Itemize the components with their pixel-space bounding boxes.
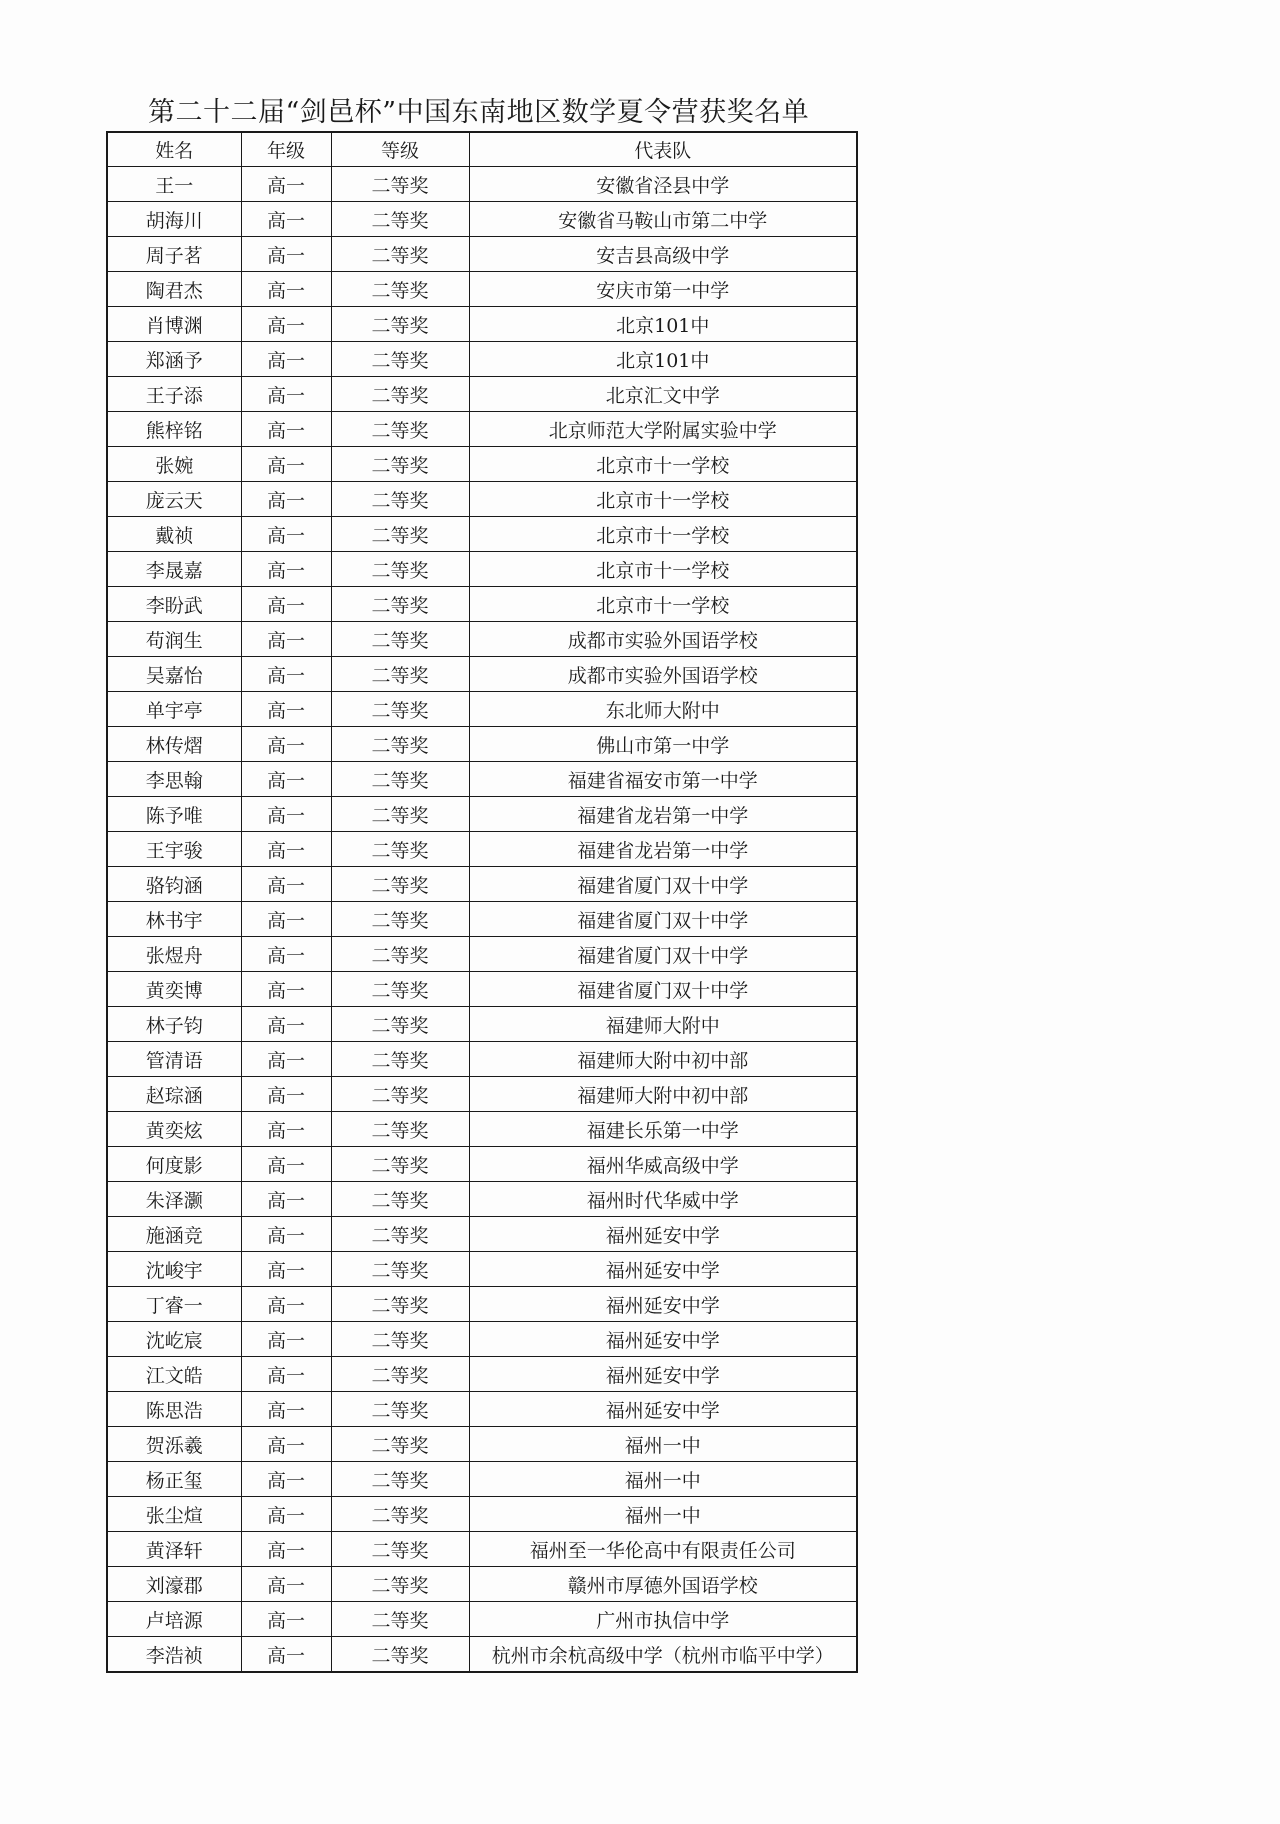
cell-level: 二等奖 [331,342,469,377]
header-team: 代表队 [469,132,857,167]
cell-grade: 高一 [241,1567,331,1602]
cell-name: 王一 [107,167,241,202]
table-row [107,1112,857,1147]
cell-grade: 高一 [241,657,331,692]
cell-name: 王子添 [107,377,241,412]
header-grade: 年级 [241,132,331,167]
cell-team: 北京市十一学校 [469,517,857,552]
cell-grade: 高一 [241,552,331,587]
cell-grade: 高一 [241,1462,331,1497]
table-row [107,937,857,972]
cell-name: 黄泽轩 [107,1532,241,1567]
cell-team: 北京市十一学校 [469,447,857,482]
cell-level: 二等奖 [331,1077,469,1112]
cell-team: 佛山市第一中学 [469,727,857,762]
cell-team: 福州华威高级中学 [469,1147,857,1182]
table-row [107,1357,857,1392]
cell-grade: 高一 [241,972,331,1007]
cell-level: 二等奖 [331,692,469,727]
cell-name: 陈予唯 [107,797,241,832]
cell-team: 福建省厦门双十中学 [469,867,857,902]
cell-team: 福建省厦门双十中学 [469,902,857,937]
cell-name: 李浩祯 [107,1637,241,1673]
cell-name: 沈屹宸 [107,1322,241,1357]
table-row [107,622,857,657]
cell-level: 二等奖 [331,1357,469,1392]
cell-grade: 高一 [241,762,331,797]
cell-level: 二等奖 [331,167,469,202]
cell-team: 福州至一华伦高中有限责任公司 [469,1532,857,1567]
cell-name: 黄奕炫 [107,1112,241,1147]
table-row [107,657,857,692]
cell-level: 二等奖 [331,622,469,657]
cell-name: 张婉 [107,447,241,482]
cell-level: 二等奖 [331,1147,469,1182]
cell-level: 二等奖 [331,727,469,762]
cell-grade: 高一 [241,167,331,202]
cell-name: 单宇亭 [107,692,241,727]
cell-name: 杨正玺 [107,1462,241,1497]
cell-team: 北京101中 [469,342,857,377]
cell-level: 二等奖 [331,237,469,272]
cell-name: 胡海川 [107,202,241,237]
cell-level: 二等奖 [331,1007,469,1042]
table-row [107,202,857,237]
cell-name: 张煜舟 [107,937,241,972]
cell-grade: 高一 [241,1182,331,1217]
table-row [107,552,857,587]
cell-level: 二等奖 [331,1637,469,1673]
table-row [107,1462,857,1497]
cell-team: 福建省福安市第一中学 [469,762,857,797]
cell-team: 福州一中 [469,1497,857,1532]
cell-level: 二等奖 [331,1042,469,1077]
cell-team: 福州延安中学 [469,1287,857,1322]
cell-level: 二等奖 [331,587,469,622]
cell-grade: 高一 [241,1042,331,1077]
cell-level: 二等奖 [331,1602,469,1637]
cell-name: 江文皓 [107,1357,241,1392]
table-row [107,587,857,622]
cell-name: 王宇骏 [107,832,241,867]
cell-name: 苟润生 [107,622,241,657]
cell-grade: 高一 [241,1322,331,1357]
cell-level: 二等奖 [331,1182,469,1217]
cell-team: 福州延安中学 [469,1357,857,1392]
table-row [107,1497,857,1532]
table-row [107,1322,857,1357]
table-row [107,1637,857,1673]
cell-level: 二等奖 [331,1112,469,1147]
table-row [107,1007,857,1042]
cell-name: 陈思浩 [107,1392,241,1427]
cell-grade: 高一 [241,202,331,237]
cell-level: 二等奖 [331,1217,469,1252]
cell-level: 二等奖 [331,972,469,1007]
cell-name: 林书宇 [107,902,241,937]
cell-team: 福州延安中学 [469,1322,857,1357]
cell-team: 北京师范大学附属实验中学 [469,412,857,447]
cell-name: 周子茗 [107,237,241,272]
table-row [107,377,857,412]
cell-level: 二等奖 [331,1462,469,1497]
cell-team: 福建省厦门双十中学 [469,972,857,1007]
table-row [107,482,857,517]
table-row [107,167,857,202]
cell-grade: 高一 [241,307,331,342]
cell-name: 贺泺羲 [107,1427,241,1462]
cell-team: 北京市十一学校 [469,552,857,587]
cell-grade: 高一 [241,1357,331,1392]
table-row [107,1532,857,1567]
cell-grade: 高一 [241,447,331,482]
cell-level: 二等奖 [331,202,469,237]
cell-team: 福州一中 [469,1462,857,1497]
cell-name: 熊梓铭 [107,412,241,447]
cell-team: 北京市十一学校 [469,482,857,517]
cell-level: 二等奖 [331,1392,469,1427]
cell-name: 肖博渊 [107,307,241,342]
cell-name: 卢培源 [107,1602,241,1637]
cell-grade: 高一 [241,1497,331,1532]
table-body [107,167,857,1673]
table-row [107,972,857,1007]
cell-team: 福建长乐第一中学 [469,1112,857,1147]
cell-level: 二等奖 [331,552,469,587]
cell-level: 二等奖 [331,902,469,937]
cell-name: 庞云天 [107,482,241,517]
cell-team: 安庆市第一中学 [469,272,857,307]
cell-level: 二等奖 [331,1287,469,1322]
cell-grade: 高一 [241,1077,331,1112]
cell-level: 二等奖 [331,482,469,517]
table-row [107,237,857,272]
cell-team: 北京市十一学校 [469,587,857,622]
cell-level: 二等奖 [331,797,469,832]
cell-name: 林传熠 [107,727,241,762]
cell-name: 何度影 [107,1147,241,1182]
cell-name: 施涵竞 [107,1217,241,1252]
table-row [107,727,857,762]
cell-level: 二等奖 [331,307,469,342]
cell-team: 福州一中 [469,1427,857,1462]
cell-grade: 高一 [241,867,331,902]
cell-grade: 高一 [241,272,331,307]
cell-name: 吴嘉怡 [107,657,241,692]
cell-grade: 高一 [241,1147,331,1182]
cell-level: 二等奖 [331,762,469,797]
cell-grade: 高一 [241,237,331,272]
cell-name: 赵琮涵 [107,1077,241,1112]
table-row [107,272,857,307]
cell-grade: 高一 [241,1637,331,1673]
cell-team: 成都市实验外国语学校 [469,622,857,657]
cell-name: 刘濠郡 [107,1567,241,1602]
cell-team: 福建省龙岩第一中学 [469,832,857,867]
table-row [107,1217,857,1252]
cell-grade: 高一 [241,587,331,622]
cell-grade: 高一 [241,1427,331,1462]
cell-team: 安徽省泾县中学 [469,167,857,202]
cell-grade: 高一 [241,1532,331,1567]
cell-level: 二等奖 [331,832,469,867]
cell-name: 郑涵予 [107,342,241,377]
cell-team: 福州延安中学 [469,1252,857,1287]
cell-team: 福州延安中学 [469,1392,857,1427]
cell-level: 二等奖 [331,272,469,307]
cell-level: 二等奖 [331,1322,469,1357]
cell-grade: 高一 [241,1112,331,1147]
cell-grade: 高一 [241,1252,331,1287]
cell-grade: 高一 [241,727,331,762]
cell-name: 陶君杰 [107,272,241,307]
document-title: 第二十二届“剑邑杯”中国东南地区数学夏令营获奖名单 [148,97,810,128]
cell-team: 福建师大附中初中部 [469,1077,857,1112]
cell-grade: 高一 [241,902,331,937]
cell-team: 北京汇文中学 [469,377,857,412]
cell-name: 李晟嘉 [107,552,241,587]
table-row [107,692,857,727]
cell-level: 二等奖 [331,1427,469,1462]
cell-grade: 高一 [241,1602,331,1637]
cell-team: 广州市执信中学 [469,1602,857,1637]
cell-name: 管清语 [107,1042,241,1077]
cell-level: 二等奖 [331,1567,469,1602]
table-row [107,412,857,447]
cell-name: 黄奕博 [107,972,241,1007]
cell-name: 丁睿一 [107,1287,241,1322]
cell-level: 二等奖 [331,937,469,972]
table-row [107,342,857,377]
cell-level: 二等奖 [331,657,469,692]
header-level: 等级 [331,132,469,167]
table-row [107,1147,857,1182]
table-row [107,1252,857,1287]
cell-level: 二等奖 [331,412,469,447]
table-header-row [107,132,857,167]
cell-team: 安吉县高级中学 [469,237,857,272]
table-row [107,517,857,552]
cell-team: 北京101中 [469,307,857,342]
cell-grade: 高一 [241,622,331,657]
table-row [107,1392,857,1427]
cell-team: 赣州市厚德外国语学校 [469,1567,857,1602]
cell-team: 福建师大附中初中部 [469,1042,857,1077]
cell-team: 福建省龙岩第一中学 [469,797,857,832]
cell-grade: 高一 [241,342,331,377]
cell-name: 朱泽灏 [107,1182,241,1217]
cell-name: 沈峻宇 [107,1252,241,1287]
table-row [107,762,857,797]
table-row [107,902,857,937]
cell-team: 福建省厦门双十中学 [469,937,857,972]
cell-level: 二等奖 [331,447,469,482]
table-row [107,1042,857,1077]
cell-grade: 高一 [241,412,331,447]
cell-grade: 高一 [241,937,331,972]
table-row [107,1287,857,1322]
cell-name: 林子钧 [107,1007,241,1042]
cell-grade: 高一 [241,1287,331,1322]
table-row [107,307,857,342]
cell-team: 东北师大附中 [469,692,857,727]
cell-grade: 高一 [241,832,331,867]
table-row [107,1427,857,1462]
table-row [107,797,857,832]
cell-level: 二等奖 [331,1532,469,1567]
cell-team: 安徽省马鞍山市第二中学 [469,202,857,237]
cell-grade: 高一 [241,377,331,412]
cell-name: 骆钧涵 [107,867,241,902]
awards-table [106,131,858,1673]
cell-name: 李盼武 [107,587,241,622]
cell-level: 二等奖 [331,517,469,552]
cell-level: 二等奖 [331,377,469,412]
cell-name: 张尘煊 [107,1497,241,1532]
table-row [107,1567,857,1602]
table-row [107,832,857,867]
cell-team: 福州延安中学 [469,1217,857,1252]
cell-grade: 高一 [241,692,331,727]
cell-level: 二等奖 [331,867,469,902]
cell-level: 二等奖 [331,1252,469,1287]
cell-team: 福建师大附中 [469,1007,857,1042]
cell-team: 福州时代华威中学 [469,1182,857,1217]
cell-name: 戴祯 [107,517,241,552]
cell-team: 杭州市余杭高级中学（杭州市临平中学） [469,1637,857,1673]
table-row [107,867,857,902]
cell-grade: 高一 [241,1007,331,1042]
cell-grade: 高一 [241,517,331,552]
table-row [107,447,857,482]
table-row [107,1602,857,1637]
cell-grade: 高一 [241,797,331,832]
cell-grade: 高一 [241,1217,331,1252]
table-row [107,1077,857,1112]
cell-grade: 高一 [241,482,331,517]
cell-name: 李思翰 [107,762,241,797]
cell-team: 成都市实验外国语学校 [469,657,857,692]
cell-level: 二等奖 [331,1497,469,1532]
table-row [107,1182,857,1217]
header-name: 姓名 [107,132,241,167]
cell-grade: 高一 [241,1392,331,1427]
